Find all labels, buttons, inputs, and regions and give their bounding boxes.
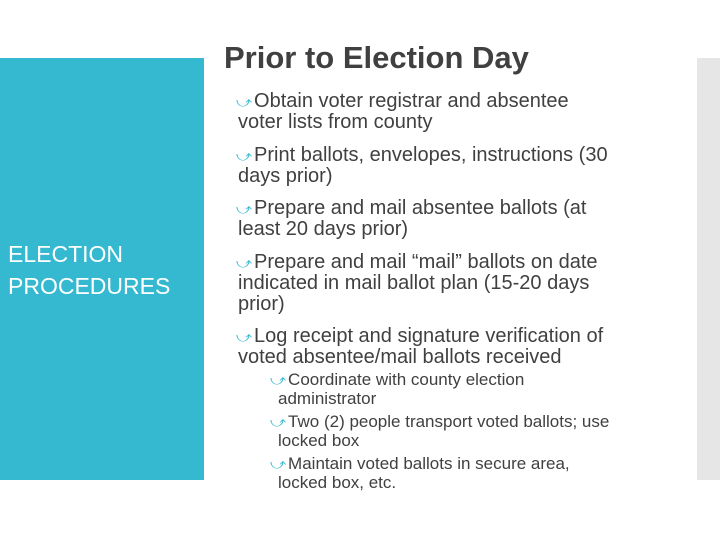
arrow-curve-icon: ⤻: [236, 329, 253, 346]
sub-bullet-item: [270, 370, 524, 391]
bullet-text: Print ballots, envelopes, instructions (30: [254, 144, 608, 166]
bullet-continuation: voter lists from county: [238, 111, 433, 133]
bullet-item: [236, 145, 608, 167]
sub-bullet-text: Maintain voted ballots in secure area,: [288, 454, 570, 473]
bullet-continuation: least 20 days prior): [238, 218, 409, 240]
sub-bullet-continuation: administrator: [278, 389, 377, 408]
arrow-curve-icon: ⤻: [270, 414, 287, 431]
bullet-continuation: days prior): [238, 165, 333, 187]
bullet-item: [236, 326, 603, 348]
section-title-line1: ELECTION: [8, 241, 124, 267]
sub-bullet-item: [270, 412, 609, 433]
bullet-item: [236, 91, 569, 113]
bullet-text: Log receipt and signature verification of: [254, 325, 604, 347]
arrow-curve-icon: ⤻: [236, 255, 253, 272]
bullet-text: Prepare and mail “mail” ballots on date: [254, 251, 598, 273]
bullet-text: Obtain voter registrar and absentee: [254, 90, 569, 112]
bullet-continuation: voted absentee/mail ballots received: [238, 346, 562, 368]
bullet-item: [236, 252, 598, 274]
bullet-item: [236, 198, 586, 220]
arrow-curve-icon: ⤻: [270, 372, 287, 389]
sub-bullet-text: Coordinate with county election: [288, 370, 525, 389]
arrow-curve-icon: ⤻: [270, 456, 287, 473]
bullet-continuation: prior): [238, 293, 285, 315]
sub-bullet-item: [270, 454, 570, 475]
sub-bullet-text: Two (2) people transport voted ballots; use: [288, 412, 610, 431]
arrow-curve-icon: ⤻: [236, 94, 253, 111]
sub-bullet-continuation: locked box, etc.: [278, 473, 397, 492]
bullet-text: Prepare and mail absentee ballots (at: [254, 197, 587, 219]
arrow-curve-icon: ⤻: [236, 148, 253, 165]
slide-title: Prior to Election Day: [224, 40, 529, 75]
bullet-continuation: indicated in mail ballot plan (15-20 days: [238, 272, 590, 294]
section-title-line2: PROCEDURES: [8, 273, 171, 299]
arrow-curve-icon: ⤻: [236, 201, 253, 218]
sub-bullet-continuation: locked box: [278, 431, 360, 450]
